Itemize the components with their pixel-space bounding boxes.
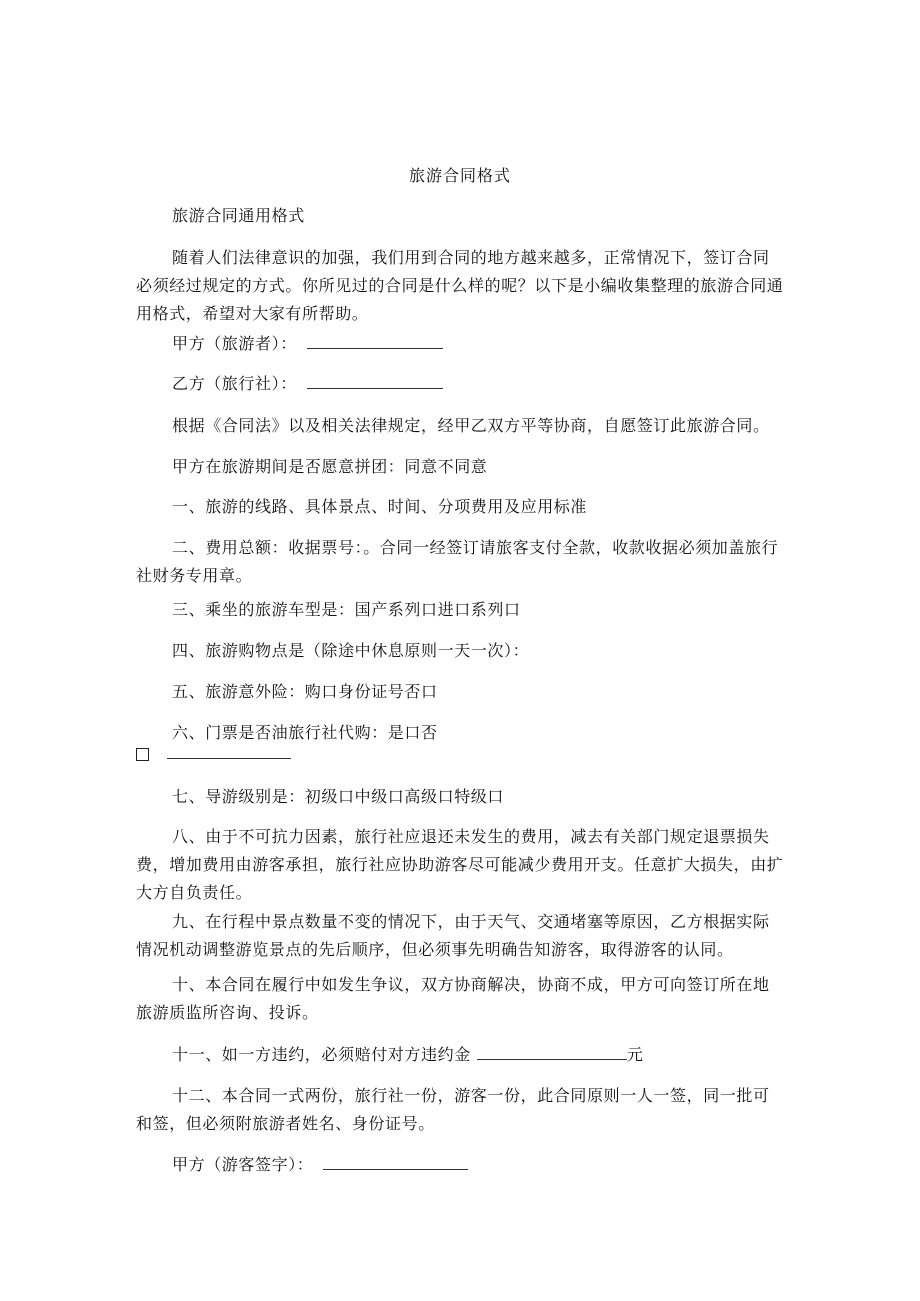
checkbox-icon[interactable] (136, 748, 149, 761)
clause-3: 三、乘坐的旅游车型是：国产系列口进口系列口 (172, 600, 521, 619)
basis-paragraph: 根据《合同法》以及相关法律规定，经甲乙双方平等协商，自愿签订此旅游合同。 (172, 416, 770, 435)
party-b-blank (307, 374, 443, 389)
clause-11-prefix: 十一、如一方违约，必须赔付对方违约金 (172, 1045, 471, 1064)
clause-8: 八、由于不可抗力因素，旅行社应退还未发生的费用，减去有关部门规定退票损失费，增加费用由游客承担，旅行社应协助游客尽可能减少费用开支。任意扩大损失，由扩大方自负责任。 (136, 827, 784, 902)
clause-1: 一、旅游的线路、具体景点、时间、分项费用及应用标准 (172, 497, 588, 516)
document-subtitle: 旅游合同通用格式 (172, 206, 305, 225)
clause-7: 七、导游级别是：初级口中级口高级口特级口 (172, 787, 505, 806)
party-a-blank (307, 334, 443, 349)
party-b-label: 乙方（旅行社）： (172, 374, 297, 393)
clause-11 (136, 1041, 786, 1069)
clause-6-checkbox-line (136, 744, 291, 766)
intro-paragraph: 随着人们法律意识的加强，我们用到合同的地方越来越多，正常情况下，签订合同必须经过规定的方式。你所见过的合同是什么样的呢？以下是小编收集整理的旅游合同通用格式，希望对大家有所帮助。 (136, 248, 784, 323)
signature-a-label: 甲方（游客签字）： (172, 1155, 314, 1174)
clause-2: 二、费用总额：收据票号：。合同一经签订请旅客支付全款，收款收据必须加盖旅行社财务专用章。 (136, 538, 779, 585)
signature-a-blank (323, 1155, 468, 1170)
clause-9: 九、在行程中景点数量不变的情况下，由于天气、交通堵塞等原因，乙方根据实际情况机动调整游览景点的先后顺序，但必须事先明确告知游客，取得游客的认同。 (136, 912, 770, 959)
clause-11-suffix: 元 (626, 1045, 644, 1064)
clause-5: 五、旅游意外险：购口身份证号否口 (172, 682, 438, 701)
clause-10: 十、本合同在履行中如发生争议，双方协商解决，协商不成，甲方可向签订所在地旅游质监所咨询、投诉。 (136, 975, 770, 1022)
party-a-line (136, 330, 786, 358)
clause-11-blank (477, 1045, 627, 1060)
document-title: 旅游合同格式 (408, 166, 511, 185)
clause-4: 四、旅游购物点是（除途中休息原则一天一次）： (172, 641, 530, 660)
party-a-label: 甲方（旅游者）： (172, 334, 297, 353)
clause-6-blank (167, 744, 291, 759)
group-question: 甲方在旅游期间是否愿意拼团：同意不同意 (172, 457, 488, 476)
signature-a-line (136, 1151, 786, 1179)
clause-12: 十二、本合同一式两份，旅行社一份，游客一份，此合同原则一人一签，同一批可和签，但必须附旅游者姓名、身份证号。 (136, 1086, 770, 1133)
party-b-line (136, 370, 786, 398)
clause-6: 六、门票是否油旅行社代购：是口否 (172, 723, 438, 742)
